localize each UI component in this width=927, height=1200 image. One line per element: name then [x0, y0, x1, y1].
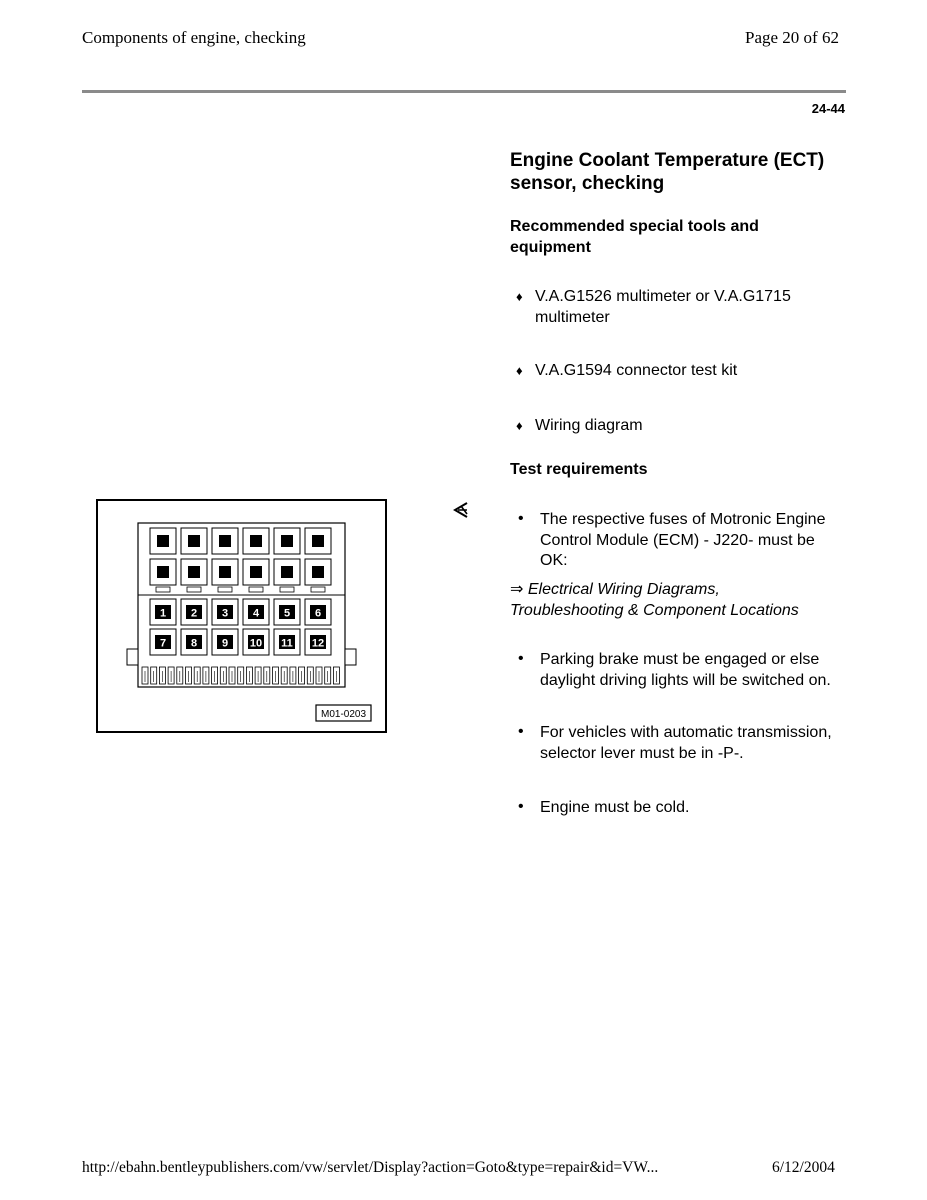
- relay-number: 2: [190, 607, 198, 620]
- relay-number: 10: [249, 637, 263, 650]
- requirement-item: Engine must be cold.: [540, 799, 690, 816]
- header-rule: [82, 90, 846, 93]
- cross-reference-link[interactable]: [510, 580, 810, 621]
- relay-number: 11: [281, 637, 293, 650]
- fuse-slot-fill: [157, 535, 169, 547]
- tool-item: V.A.G1526 multimeter or V.A.G1715 multimeter: [535, 288, 791, 326]
- bullet-icon: •: [518, 650, 524, 667]
- fuse-slot-fill: [219, 566, 231, 578]
- fuse-slot-fill: [188, 535, 200, 547]
- fuse-slot-fill: [157, 566, 169, 578]
- slot-connector: [249, 587, 263, 592]
- requirement-item: For vehicles with automatic transmission, selector lever must be in -P-.: [540, 724, 832, 762]
- test-requirements-heading: Test requirements: [510, 461, 648, 478]
- slot-connector: [187, 587, 201, 592]
- slot-connector: [311, 587, 325, 592]
- tool-item: Wiring diagram: [535, 417, 643, 434]
- fuse-slot-fill: [250, 566, 262, 578]
- slot-connector: [280, 587, 294, 592]
- fuse-box-figure: [96, 499, 388, 739]
- bullet-icon: •: [518, 723, 524, 740]
- diamond-bullet-icon: ♦: [516, 363, 523, 378]
- slot-connector: [156, 587, 170, 592]
- relay-number: 8: [190, 637, 198, 650]
- requirement-item: Parking brake must be engaged or else daylight driving lights will be switched on.: [540, 651, 831, 689]
- diamond-bullet-icon: ♦: [516, 289, 523, 304]
- bullet-icon: •: [518, 510, 524, 527]
- relay-number: 9: [221, 637, 229, 650]
- bullet-icon: •: [518, 798, 524, 815]
- fuse-slot-fill: [312, 535, 324, 547]
- tool-item: V.A.G1594 connector test kit: [535, 362, 738, 379]
- section-title: Engine Coolant Temperature (ECT) sensor, checking: [510, 150, 825, 194]
- relay-number: 6: [314, 607, 322, 620]
- relay-number: 3: [221, 607, 229, 620]
- header-page-number: Page 20 of 62: [745, 28, 839, 47]
- cross-reference-text: Electrical Wiring Diagrams, Troubleshooting & Component Locations: [510, 581, 799, 619]
- fuse-slot-fill: [281, 566, 293, 578]
- slot-connector: [218, 587, 232, 592]
- header-title: Components of engine, checking: [82, 28, 306, 47]
- figure-pointer-icon: [452, 501, 470, 524]
- relay-number: 12: [311, 637, 325, 650]
- relay-number: 7: [159, 637, 167, 650]
- relay-number: 4: [252, 607, 260, 620]
- fuse-slot-fill: [281, 535, 293, 547]
- fuse-box-diagram: [96, 499, 388, 734]
- relay-number: 1: [159, 607, 167, 620]
- arrow-right-icon: ⇒: [510, 581, 524, 598]
- tools-heading: Recommended special tools and equipment: [510, 218, 759, 256]
- diamond-bullet-icon: ♦: [516, 418, 523, 433]
- fuse-slot-fill: [219, 535, 231, 547]
- page-reference: 24-44: [811, 101, 845, 116]
- footer-url: http://ebahn.bentleypublishers.com/vw/servlet/Display?action=Goto&type=repair&id=VW...: [82, 1159, 659, 1176]
- fuse-slot-fill: [188, 566, 200, 578]
- figure-code-label: M01-0203: [320, 709, 367, 720]
- fuse-slot-fill: [250, 535, 262, 547]
- footer-date: 6/12/2004: [772, 1159, 835, 1176]
- relay-number: 5: [283, 607, 291, 620]
- requirement-item: The respective fuses of Motronic Engine Control Module (ECM) - J220- must be OK:: [540, 511, 826, 569]
- fuse-slot-fill: [312, 566, 324, 578]
